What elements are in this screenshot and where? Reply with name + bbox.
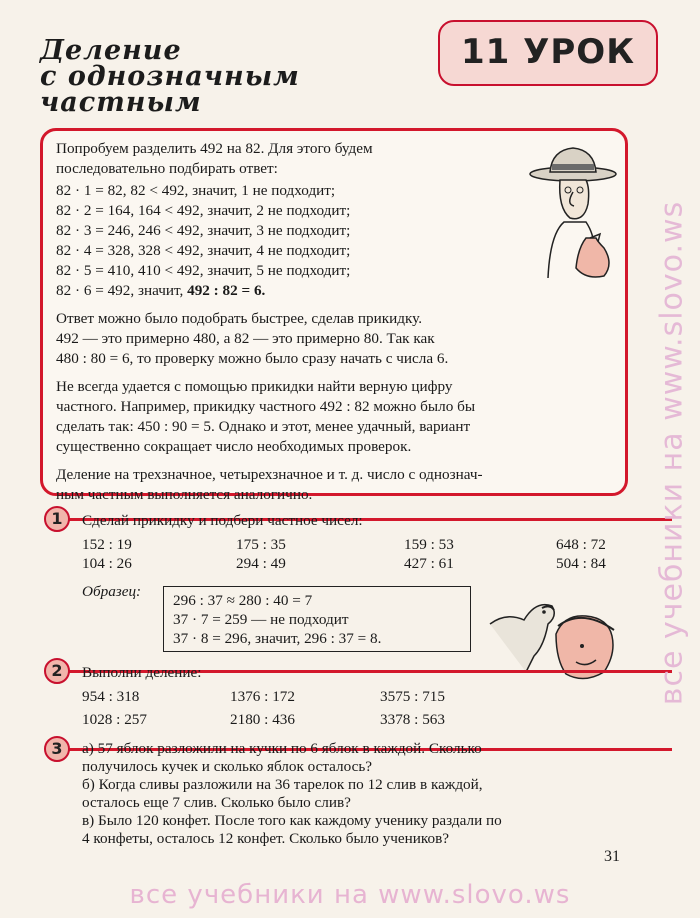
warning-line: частного. Например, прикидку частного 492 : 82 можно было бы bbox=[56, 398, 476, 415]
lesson-badge-label: 11 УРОК bbox=[461, 32, 635, 72]
attempt-line: 82 · 2 = 164, 164 < 492, значит, 2 не подходит; bbox=[56, 202, 351, 219]
estimate-line: 480 : 80 = 6, то проверку можно было сразу начать с числа 6. bbox=[56, 350, 449, 367]
task1-expression: 104 : 26 bbox=[82, 555, 132, 572]
bottom-watermark: все учебники на www.slovo.ws bbox=[129, 880, 571, 910]
warning-line: Не всегда удается с помощью прикидки найти верную цифру bbox=[56, 378, 453, 395]
task3-line: а) 57 яблок разложили на кучки по 6 яблок в каждой. Сколько bbox=[82, 740, 482, 757]
task3-line: б) Когда сливы разложили на 36 тарелок по 12 слив в каждой, bbox=[82, 776, 483, 793]
warning-line: существенно сокращает число необходимых проверок. bbox=[56, 438, 412, 455]
theory-intro-line: Попробуем разделить 492 на 82. Для этого будем bbox=[56, 140, 373, 157]
sample-line: 296 : 37 ≈ 280 : 40 = 7 bbox=[173, 592, 313, 609]
estimate-line: Ответ можно было подобрать быстрее, сделав прикидку. bbox=[56, 310, 423, 327]
task2-expression: 954 : 318 bbox=[82, 688, 140, 705]
final-attempt-prefix: 82 · 6 = 492, значит, bbox=[56, 282, 188, 299]
task1-expression: 294 : 49 bbox=[236, 555, 286, 572]
sample-line: 37 · 8 = 296, значит, 296 : 37 = 8. bbox=[173, 630, 382, 647]
attempt-line-final bbox=[56, 281, 616, 301]
task1-expression: 152 : 19 bbox=[82, 536, 132, 553]
side-watermark-text: все учебники на www.slovo.ws bbox=[654, 200, 690, 706]
final-attempt-result: 492 : 82 = 6. bbox=[187, 282, 266, 299]
task1-expression: 175 : 35 bbox=[236, 536, 286, 553]
task3-line: получилось кучек и сколько яблок осталось? bbox=[82, 758, 373, 775]
general-line: Деление на трехзначное, четырехзначное и т. д. число с однознач- bbox=[56, 466, 483, 483]
task3-line: в) Было 120 конфет. После того как каждому ученику раздали по bbox=[82, 812, 502, 829]
theory-intro-line: последовательно подбирать ответ: bbox=[56, 160, 278, 177]
task2-instruction: Выполни деление: bbox=[82, 664, 202, 681]
task2-expression: 1376 : 172 bbox=[230, 688, 295, 705]
task2-expression: 1028 : 257 bbox=[82, 711, 147, 728]
task1-expression: 427 : 61 bbox=[404, 555, 454, 572]
task-number-2: 2 bbox=[44, 658, 70, 684]
task-number-3: 3 bbox=[44, 736, 70, 762]
task3-line: осталось еще 7 слив. Сколько было слив? bbox=[82, 794, 351, 811]
title-line: с однозначным bbox=[40, 61, 300, 92]
sample-label: Образец: bbox=[82, 583, 142, 600]
estimate-line: 492 — это примерно 480, а 82 — это примерно 80. Так как bbox=[56, 330, 435, 347]
task2-expression: 2180 : 436 bbox=[230, 711, 295, 728]
warning-line: сделать так: 450 : 90 = 5. Однако и этот, менее удачный, вариант bbox=[56, 418, 471, 435]
task2-expression: 3575 : 715 bbox=[380, 688, 445, 705]
task1-expression: 504 : 84 bbox=[556, 555, 606, 572]
task3-line: 4 конфеты, осталось 12 конфет. Сколько было учеников? bbox=[82, 830, 450, 847]
general-line: ным частным выполняется аналогично. bbox=[56, 486, 313, 503]
task2-expression: 3378 : 563 bbox=[380, 711, 445, 728]
task1-expression: 159 : 53 bbox=[404, 536, 454, 553]
task1-expression: 648 : 72 bbox=[556, 536, 606, 553]
lesson-title bbox=[40, 35, 300, 118]
title-line: частным bbox=[40, 87, 202, 118]
theory-text bbox=[56, 139, 616, 505]
attempt-line: 82 · 5 = 410, 410 < 492, значит, 5 не подходит; bbox=[56, 262, 351, 279]
page-number: 31 bbox=[604, 848, 620, 865]
attempt-line: 82 · 3 = 246, 246 < 492, значит, 3 не подходит; bbox=[56, 222, 351, 239]
lesson-badge bbox=[438, 20, 658, 86]
task1-instruction: Сделай прикидку и подбери частное чисел: bbox=[82, 512, 363, 529]
title-line: Деление bbox=[40, 35, 182, 66]
task-number-1: 1 bbox=[44, 506, 70, 532]
attempt-line: 82 · 4 = 328, 328 < 492, значит, 4 не подходит; bbox=[56, 242, 351, 259]
sample-line: 37 · 7 = 259 — не подходит bbox=[173, 611, 349, 628]
attempt-line: 82 · 1 = 82, 82 < 492, значит, 1 не подходит; bbox=[56, 182, 336, 199]
side-watermark bbox=[652, 118, 692, 788]
